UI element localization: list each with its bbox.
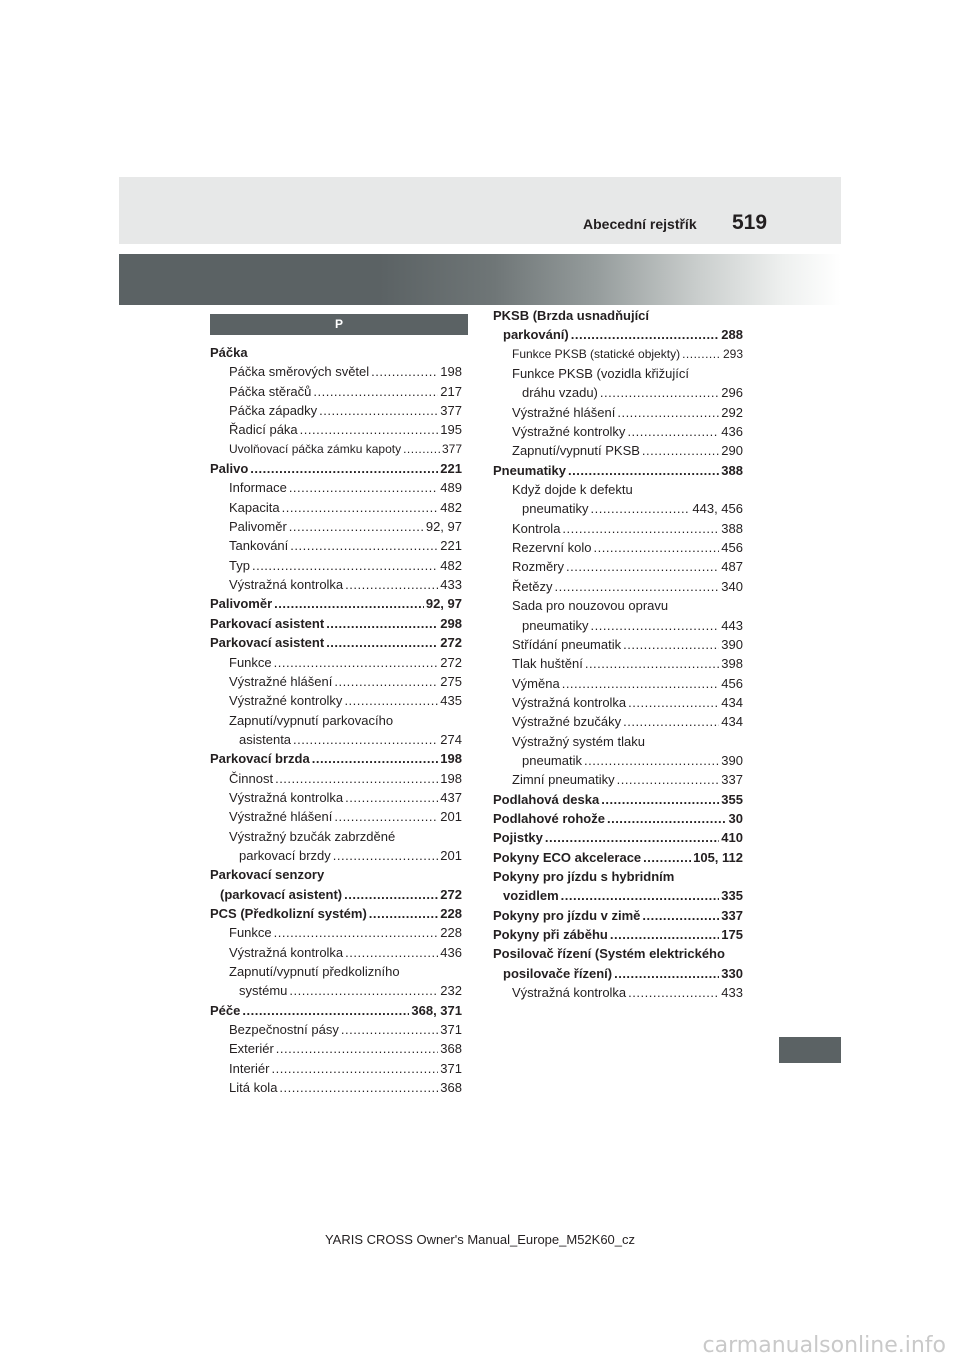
index-entry-term: Když dojde k defektu <box>512 482 633 498</box>
index-entry-term: Funkce PKSB (vozidla křižující <box>512 366 690 382</box>
index-entry-term: Parkovací asistent <box>210 615 325 631</box>
dot-leader <box>601 790 719 809</box>
index-entry-term: Funkce PKSB (statické objekty) <box>512 346 681 361</box>
index-entry <box>493 499 743 518</box>
index-entry <box>493 925 743 944</box>
dot-leader <box>334 807 438 826</box>
index-entry-term: Výstražná kontrolka <box>229 944 344 960</box>
dot-leader <box>344 691 438 710</box>
index-entry <box>210 730 462 749</box>
dot-leader <box>289 981 438 1000</box>
index-entry-term: Zimní pneumatiky <box>512 772 615 788</box>
index-entry-term: Pokyny pro jízdu s hybridním <box>493 868 675 884</box>
index-entry-term: Funkce <box>229 654 272 670</box>
dot-leader <box>276 1039 439 1058</box>
index-entry-page: 377 <box>441 441 462 456</box>
index-entry <box>493 441 743 460</box>
index-entry-page: 433 <box>721 985 743 1001</box>
dot-leader <box>566 557 719 576</box>
index-entry <box>210 1059 462 1078</box>
index-entry <box>493 809 743 828</box>
dot-leader <box>279 1078 438 1097</box>
index-entry <box>493 886 743 905</box>
dot-leader <box>617 770 720 789</box>
index-entry-term: asistenta <box>239 731 292 747</box>
index-entry-term: posilovače řízení) <box>503 965 613 981</box>
index-entry <box>493 867 743 886</box>
index-entry-term: Parkovací asistent <box>210 635 325 651</box>
index-entry-term: Výstražné hlášení <box>512 404 616 420</box>
index-entry <box>210 981 462 1000</box>
index-entry-page: 443 <box>721 617 743 633</box>
index-entry-page: 221 <box>440 461 462 477</box>
dot-leader <box>627 422 719 441</box>
dot-leader <box>585 654 719 673</box>
index-entry-term: Pokyny ECO akcelerace <box>493 849 642 865</box>
dot-leader <box>628 983 719 1002</box>
dot-leader <box>271 1059 438 1078</box>
index-entry <box>493 906 743 925</box>
index-entry <box>493 654 743 673</box>
dot-leader <box>345 943 438 962</box>
index-entry-term: Uvolňovací páčka zámku kapoty <box>229 441 402 456</box>
index-entry-page: 482 <box>440 499 462 515</box>
dot-leader <box>607 809 727 828</box>
index-entry-term: Pokyny pro jízdu v zimě <box>493 907 641 923</box>
index-entry-page: 290 <box>721 443 743 459</box>
index-entry-term: Pojistky <box>493 830 543 846</box>
index-entry-term: (parkovací asistent) <box>220 886 343 902</box>
index-entry-page: 201 <box>440 847 462 863</box>
dot-leader <box>300 420 439 439</box>
dot-leader <box>369 904 439 923</box>
index-entry-term: Výstražné bzučáky <box>512 714 622 730</box>
dot-leader <box>610 925 719 944</box>
index-entry-term: Kapacita <box>229 499 280 515</box>
index-entry <box>210 923 462 942</box>
index-entry-page: 489 <box>440 480 462 496</box>
index-entry-page: 221 <box>440 538 462 554</box>
index-entry <box>210 401 462 420</box>
dot-leader <box>289 517 424 536</box>
index-entry-term: Sada pro nouzovou opravu <box>512 598 669 614</box>
index-entry <box>210 904 462 923</box>
index-entry <box>493 403 743 422</box>
index-entry <box>493 983 743 1002</box>
dot-leader <box>313 382 438 401</box>
index-entry <box>210 517 462 536</box>
index-entry-page: 456 <box>721 675 743 691</box>
index-entry-term: parkování) <box>503 327 569 343</box>
dot-leader <box>371 362 438 381</box>
index-entry-term: pneumatik <box>522 752 582 768</box>
index-entry-term: Interiér <box>229 1060 270 1076</box>
index-entry-term: Palivoměr <box>210 596 273 612</box>
index-entry-page: 292 <box>721 404 743 420</box>
index-entry-page: 390 <box>721 636 743 652</box>
index-entry-page: 388 <box>721 462 743 478</box>
dot-leader <box>289 478 438 497</box>
index-entry <box>493 635 743 654</box>
index-entry-page: 482 <box>440 557 462 573</box>
dot-leader <box>562 519 719 538</box>
dot-leader <box>568 461 719 480</box>
watermark: carmanualsonline.info <box>702 1333 946 1358</box>
index-entry-term: Kontrola <box>512 520 561 536</box>
index-entry <box>493 480 743 499</box>
index-entry <box>210 1020 462 1039</box>
index-entry <box>210 1039 462 1058</box>
index-entry <box>493 732 743 751</box>
dot-leader <box>326 614 438 633</box>
index-entry-page: 298 <box>440 615 462 631</box>
index-entry <box>210 653 462 672</box>
index-entry-page: 198 <box>440 364 462 380</box>
index-entry <box>493 616 743 635</box>
index-entry <box>210 536 462 555</box>
index-entry-term: vozidlem <box>503 888 559 904</box>
index-entry <box>493 422 743 441</box>
index-entry-term: Parkovací senzory <box>210 867 325 883</box>
dot-leader <box>290 536 438 555</box>
dot-leader <box>341 1020 438 1039</box>
index-entry-term: Výstražný systém tlaku <box>512 733 645 749</box>
index-column-left <box>210 343 462 1097</box>
dot-leader <box>345 575 438 594</box>
index-entry <box>493 828 743 847</box>
index-entry-term: Páčka směrových světel <box>229 364 370 380</box>
dot-leader <box>250 459 438 478</box>
index-entry <box>210 575 462 594</box>
index-entry <box>493 674 743 693</box>
index-entry <box>493 577 743 596</box>
dot-leader <box>617 403 719 422</box>
index-entry <box>210 749 462 768</box>
index-entry-term: Péče <box>210 1002 241 1018</box>
index-entry-page: 435 <box>440 693 462 709</box>
index-entry-page: 368, 371 <box>411 1002 462 1018</box>
index-entry-page: 293 <box>722 346 743 361</box>
index-entry <box>210 420 462 439</box>
index-entry <box>210 846 462 865</box>
index-entry <box>493 345 743 364</box>
index-entry <box>493 557 743 576</box>
dot-leader <box>584 751 719 770</box>
index-entry-term: Výstražná kontrolka <box>229 789 344 805</box>
index-entry <box>210 691 462 710</box>
dot-leader <box>274 923 439 942</box>
index-entry <box>493 306 743 325</box>
index-entry <box>210 633 462 652</box>
dot-leader <box>614 964 719 983</box>
index-entry <box>210 1078 462 1097</box>
index-entry-page: 434 <box>721 714 743 730</box>
index-entry-page: 436 <box>721 424 743 440</box>
index-entry <box>493 751 743 770</box>
index-entry-page: 105, 112 <box>693 849 743 865</box>
dot-leader <box>334 672 438 691</box>
index-entry-page: 275 <box>440 673 462 689</box>
index-entry-term: Páčka stěračů <box>229 383 312 399</box>
index-entry-term: Zapnutí/vypnutí předkolizního <box>229 964 400 979</box>
dot-leader <box>571 325 720 344</box>
index-entry-page: 201 <box>440 809 462 825</box>
index-entry-page: 443, 456 <box>692 501 743 517</box>
index-entry <box>493 383 743 402</box>
index-entry-term: systému <box>239 983 288 999</box>
dot-leader <box>682 345 721 364</box>
index-entry <box>210 459 462 478</box>
index-entry-term: Zapnutí/vypnutí PKSB <box>512 443 640 459</box>
index-entry-term: Páčka <box>210 345 248 360</box>
index-entry <box>210 885 462 904</box>
index-entry-term: Zapnutí/vypnutí parkovacího <box>229 712 394 728</box>
index-entry-term: Výstražné kontrolky <box>512 424 626 440</box>
index-entry-page: 355 <box>721 791 743 807</box>
index-entry-page: 228 <box>440 905 462 921</box>
dot-leader <box>554 577 719 596</box>
index-entry <box>210 556 462 575</box>
dot-leader <box>593 538 719 557</box>
index-entry <box>210 827 462 846</box>
dot-leader <box>282 498 439 517</box>
index-entry <box>493 519 743 538</box>
index-entry-term: Palivoměr <box>229 519 287 535</box>
dot-leader <box>403 440 440 459</box>
index-entry-page: 198 <box>440 751 462 767</box>
index-entry-term: Řetězy <box>512 578 553 594</box>
index-entry <box>210 594 462 613</box>
index-entry <box>493 693 743 712</box>
index-entry-term: Exteriér <box>229 1041 274 1057</box>
index-entry-page: 232 <box>440 983 462 999</box>
index-entry <box>210 807 462 826</box>
decorative-gradient-band <box>119 254 841 305</box>
index-entry-page: 390 <box>721 752 743 768</box>
index-entry <box>493 461 743 480</box>
dot-leader <box>333 846 439 865</box>
index-entry-term: pneumatiky <box>522 617 589 633</box>
index-entry-page: 371 <box>440 1022 462 1038</box>
index-entry-page: 296 <box>721 385 743 401</box>
index-entry-term: Pneumatiky <box>493 462 566 478</box>
index-entry-page: 456 <box>721 540 743 556</box>
index-entry <box>210 1001 462 1020</box>
page-footer: YARIS CROSS Owner's Manual_Europe_M52K60_cz <box>324 1232 636 1247</box>
dot-leader <box>642 906 719 925</box>
index-entry-term: parkovací brzdy <box>239 847 331 863</box>
index-entry <box>210 478 462 497</box>
index-entry <box>493 712 743 731</box>
page-number: 519 <box>732 211 768 234</box>
index-entry-term: Výstražná kontrolka <box>512 985 627 1001</box>
index-entry-term: Typ <box>229 557 250 573</box>
index-entry-page: 330 <box>721 965 743 981</box>
index-entry-page: 272 <box>440 635 462 651</box>
dot-leader <box>326 633 438 652</box>
index-entry <box>210 382 462 401</box>
index-entry-page: 340 <box>721 578 743 594</box>
index-column-right <box>493 306 743 1002</box>
index-entry-term: PCS (Předkolizní systém) <box>210 905 367 921</box>
index-entry-page: 30 <box>728 810 743 826</box>
index-entry-term: Podlahové rohože <box>493 810 605 826</box>
index-entry-page: 335 <box>721 888 743 904</box>
index-entry <box>210 440 462 459</box>
section-thumb-tab <box>779 1037 841 1063</box>
index-entry-page: 92, 97 <box>425 596 462 612</box>
index-entry-term: dráhu vzadu) <box>522 385 598 401</box>
dot-leader <box>319 401 438 420</box>
index-entry <box>493 364 743 383</box>
index-entry-page: 288 <box>721 327 743 343</box>
dot-leader <box>562 674 720 693</box>
index-entry-page: 487 <box>721 559 743 575</box>
dot-leader <box>628 693 719 712</box>
index-entry <box>493 770 743 789</box>
index-entry-term: Podlahová deska <box>493 791 600 807</box>
index-entry-page: 337 <box>721 907 743 923</box>
index-entry-page: 195 <box>440 422 462 438</box>
index-entry <box>210 943 462 962</box>
dot-leader <box>642 441 719 460</box>
dot-leader <box>312 749 439 768</box>
index-entry-term: Páčka západky <box>229 403 318 419</box>
index-entry <box>493 325 743 344</box>
index-entry-page: 228 <box>440 925 462 941</box>
index-entry-page: 217 <box>440 383 462 399</box>
dot-leader <box>561 886 720 905</box>
index-entry-term: Bezpečnostní pásy <box>229 1022 339 1038</box>
index-entry <box>493 964 743 983</box>
index-entry-page: 272 <box>440 886 462 902</box>
dot-leader <box>242 1001 409 1020</box>
index-entry-term: Posilovač řízení (Systém elektrického <box>493 946 725 962</box>
index-entry <box>493 790 743 809</box>
dot-leader <box>590 616 719 635</box>
index-entry-term: Činnost <box>229 770 274 786</box>
index-entry-term: pneumatiky <box>522 501 589 517</box>
index-entry <box>210 769 462 788</box>
index-entry-term: Výměna <box>512 675 560 691</box>
index-entry <box>210 711 462 730</box>
index-entry-term: Výstražné kontrolky <box>229 693 343 709</box>
index-entry-page: 368 <box>440 1080 462 1096</box>
dot-leader <box>643 848 691 867</box>
index-entry-term: Rozměry <box>512 559 565 575</box>
index-entry-term: Výstražná kontrolka <box>229 577 344 593</box>
dot-leader <box>590 499 690 518</box>
index-entry-page: 437 <box>440 789 462 805</box>
index-entry-term: Parkovací brzda <box>210 751 310 767</box>
index-entry-term: PKSB (Brzda usnadňující <box>493 308 650 323</box>
dot-leader <box>274 653 439 672</box>
index-entry-term: Rezervní kolo <box>512 540 592 556</box>
index-entry-term: Pokyny při záběhu <box>493 927 608 942</box>
index-entry <box>210 962 462 981</box>
index-entry <box>210 614 462 633</box>
index-entry-page: 337 <box>721 772 743 788</box>
index-entry-term: Tankování <box>229 538 289 554</box>
dot-leader <box>545 828 719 847</box>
index-entry-term: Litá kola <box>229 1080 278 1096</box>
index-entry-page: 398 <box>721 656 743 672</box>
index-entry-page: 377 <box>440 403 462 419</box>
section-title: Abecední rejstřík <box>583 216 697 232</box>
index-letter-heading: P <box>210 314 468 335</box>
index-entry <box>493 596 743 615</box>
index-entry <box>210 498 462 517</box>
index-entry <box>210 788 462 807</box>
index-entry-page: 198 <box>440 770 462 786</box>
dot-leader <box>252 556 438 575</box>
index-entry-page: 92, 97 <box>425 519 462 535</box>
index-entry <box>210 865 462 884</box>
index-entry-term: Informace <box>229 480 287 496</box>
index-entry-page: 410 <box>721 830 743 846</box>
dot-leader <box>293 730 438 749</box>
index-entry-page: 433 <box>440 577 462 593</box>
dot-leader <box>275 769 438 788</box>
index-entry-page: 175 <box>721 927 743 942</box>
index-entry-page: 368 <box>440 1041 462 1057</box>
index-entry-term: Výstražná kontrolka <box>512 694 627 710</box>
index-entry-page: 436 <box>440 944 462 960</box>
index-entry-term: Výstražný bzučák zabrzděné <box>229 828 396 844</box>
index-entry-page: 388 <box>721 520 743 536</box>
index-entry <box>210 672 462 691</box>
index-entry-term: Výstražné hlášení <box>229 809 333 825</box>
index-entry-term: Funkce <box>229 925 272 941</box>
index-entry-term: Řadicí páka <box>229 422 298 438</box>
dot-leader <box>345 788 438 807</box>
index-entry-term: Tlak huštění <box>512 656 583 672</box>
dot-leader <box>600 383 719 402</box>
index-entry <box>493 538 743 557</box>
index-entry <box>210 362 462 381</box>
index-entry-term: Střídání pneumatik <box>512 636 622 652</box>
index-entry <box>493 848 743 867</box>
index-entry-term: Výstražné hlášení <box>229 673 333 689</box>
dot-leader <box>344 885 438 904</box>
index-entry-page: 434 <box>721 694 743 710</box>
index-entry-term: Palivo <box>210 461 249 477</box>
index-entry <box>493 944 743 963</box>
index-entry-page: 274 <box>440 731 462 747</box>
dot-leader <box>623 635 719 654</box>
index-entry <box>210 343 462 362</box>
index-entry-page: 371 <box>440 1060 462 1076</box>
dot-leader <box>274 594 424 613</box>
dot-leader <box>623 712 719 731</box>
index-entry-page: 272 <box>440 654 462 670</box>
